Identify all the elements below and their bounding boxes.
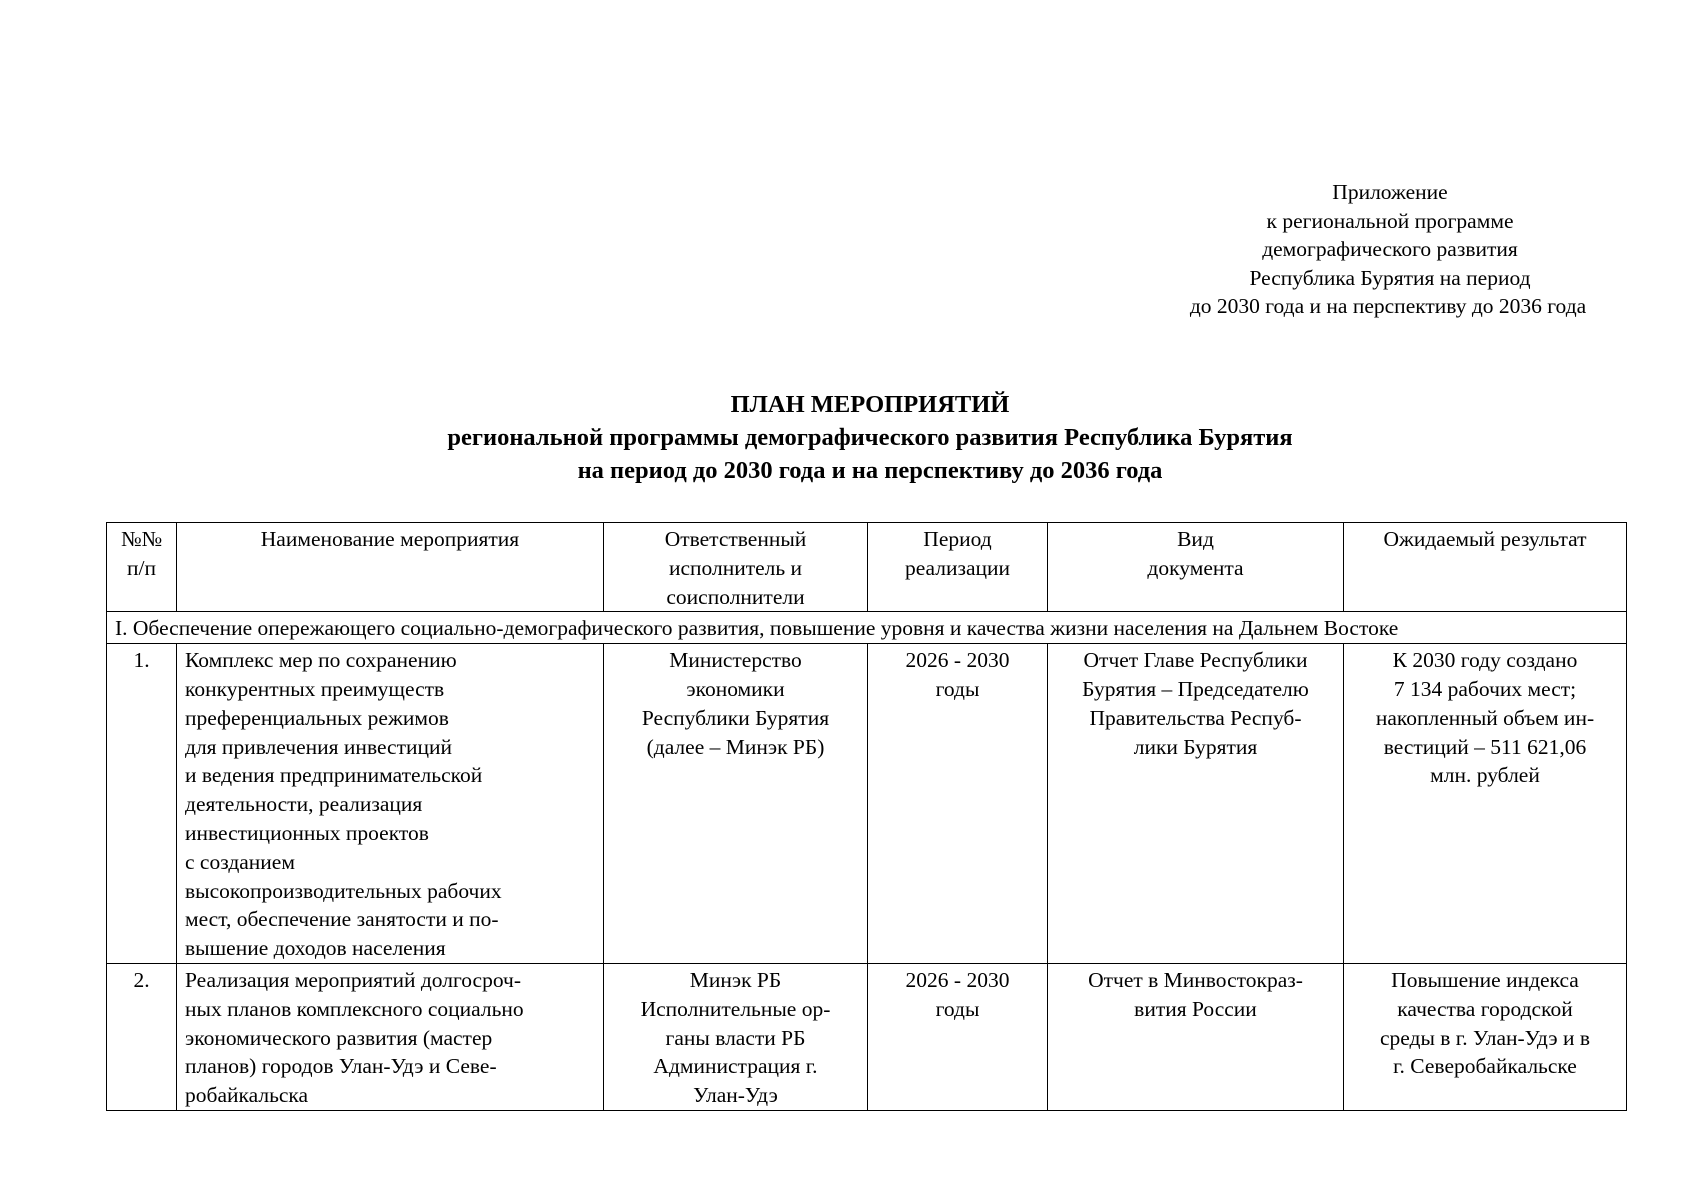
table-row — [107, 963, 1627, 1110]
row-result: К 2030 году создано 7 134 рабочих мест; накопленный объем ин- вестиций – 511 621,06 млн. рублей — [1344, 644, 1627, 964]
header-period: Период реализации — [868, 523, 1048, 612]
row-name: Комплекс мер по сохранению конкурентных преимуществ преференциальных режимов для привлечения инвестиций и ведения предпринимательской деятельности, реализация инвестиционных проектов с созданием высокопроизводительных рабочих мест, обеспечение занятости и по- вышение доходов населения — [177, 644, 604, 964]
appendix-line: Приложение — [1332, 180, 1448, 204]
row-name: Реализация мероприятий долгосроч- ных планов комплексного социально экономического развития (мастер планов) городов Улан-Удэ и Севе- робайкальска — [177, 963, 604, 1110]
row-doc: Отчет в Минвостокраз- вития России — [1048, 963, 1344, 1110]
appendix-note — [1150, 178, 1630, 321]
appendix-line: до 2030 года и на перспективу до 2036 года — [1189, 294, 1587, 318]
row-doc: Отчет Главе Республики Бурятия – Председателю Правительства Респуб- лики Бурятия — [1048, 644, 1344, 964]
appendix-line: Республика Бурятия на период — [1249, 265, 1531, 290]
row-executor: Министерство экономики Республики Бурятия (далее – Минэк РБ) — [604, 644, 868, 964]
table-header-row — [107, 523, 1627, 612]
table-row — [107, 644, 1627, 964]
header-doc: Вид документа — [1048, 523, 1344, 612]
row-number: 1. — [107, 644, 177, 964]
row-result: Повышение индекса качества городской среды в г. Улан-Удэ и в г. Северобайкальске — [1344, 963, 1627, 1110]
title-line-period: на период до 2030 года и на перспективу до 2036 года — [577, 457, 1163, 484]
row-number: 2. — [107, 963, 177, 1110]
title-line-main: ПЛАН МЕРОПРИЯТИЙ — [730, 391, 1010, 418]
header-result: Ожидаемый результат — [1344, 523, 1627, 612]
title-line-program: региональной программы демографического развития Республика Бурятия — [447, 424, 1293, 451]
row-period: 2026 - 2030 годы — [868, 644, 1048, 964]
row-executor: Минэк РБ Исполнительные ор- ганы власти РБ Администрация г. Улан-Удэ — [604, 963, 868, 1110]
header-executor: Ответственный исполнитель и соисполнители — [604, 523, 868, 612]
appendix-line: к региональной программе — [1266, 208, 1514, 233]
header-name: Наименование мероприятия — [177, 523, 604, 612]
document-title — [100, 388, 1640, 487]
row-period: 2026 - 2030 годы — [868, 963, 1048, 1110]
section-row — [107, 612, 1627, 644]
header-num: №№ п/п — [107, 523, 177, 612]
section-heading: I. Обеспечение опережающего социально-демографического развития, повышение уровня и качества жизни населения на Дальнем Востоке — [107, 612, 1627, 644]
appendix-line: демографического развития — [1262, 237, 1518, 261]
plan-table — [106, 522, 1627, 1111]
